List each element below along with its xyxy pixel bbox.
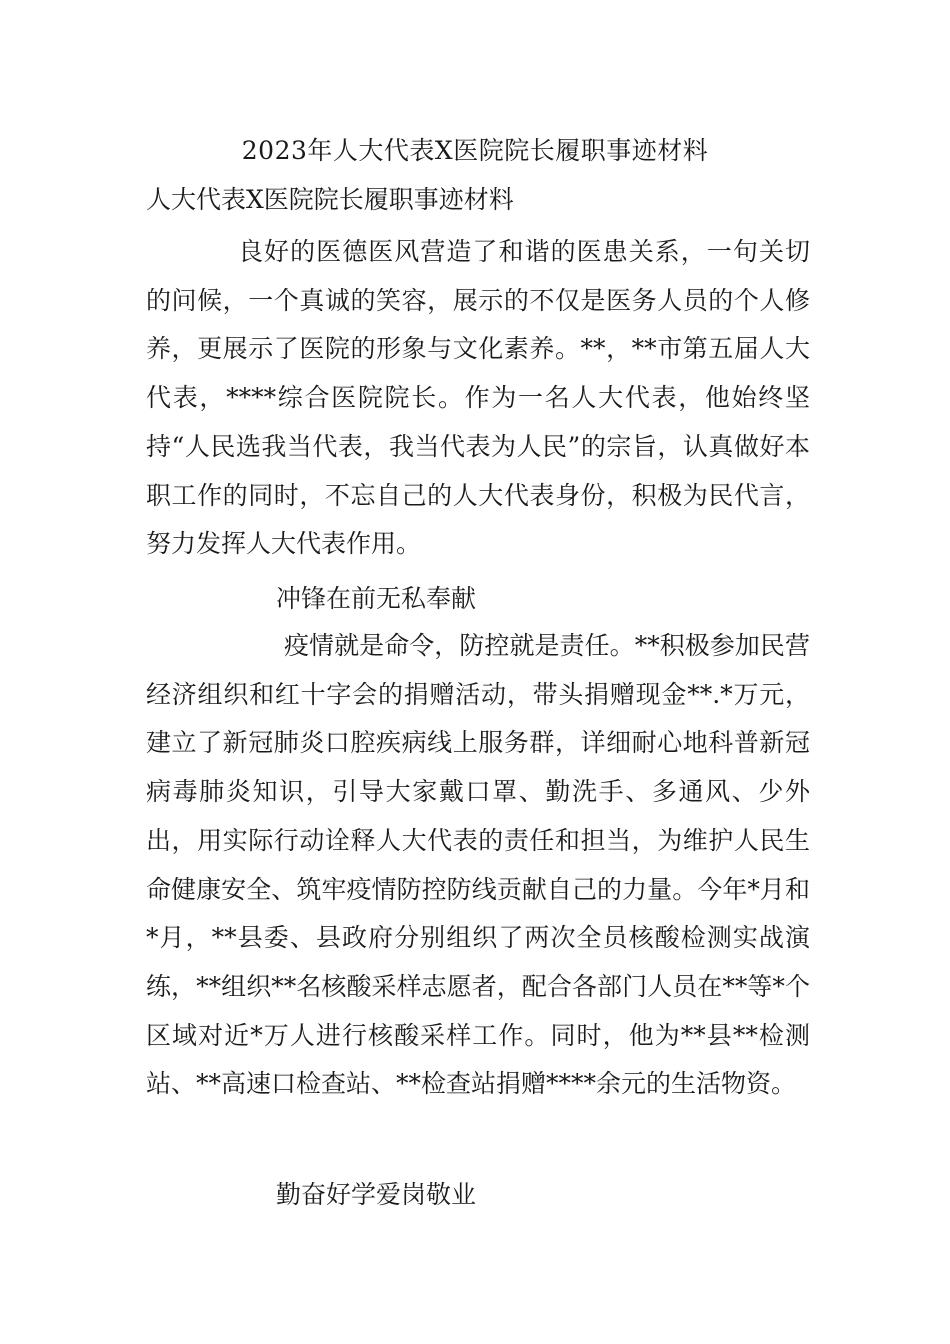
document-subtitle: 人大代表X医院院长履职事迹材料	[146, 185, 514, 214]
section-heading-1: 冲锋在前无私奉献	[276, 584, 477, 613]
section-1-paragraph: 疫情就是命令，防控就是责任。**积极参加民营经济组织和红十字会的捐赠活动，带头捐赠现金**.*万元，建立了新冠肺炎口腔疾病线上服务群，详细耐心地科普新冠病毒肺炎知识，引导大家戴口罩、勤洗手、多通风、少外出，用实际行动诠释人大代表的责任和担当，为维护人民生命健康安全、筑牢疫情防控防线贡献自己的力量。今年*月和*月，**县委、县政府分别组织了两次全员核酸检测实战演练，**组织**名核酸采样志愿者，配合各部门人员在**等*个区域对近*万人进行核酸采样工作。同时，他为**县**检测站、**高速口检查站、**检查站捐赠****余元的生活物资。	[146, 631, 810, 1099]
document-title: 2023年人大代表X医院院长履职事迹材料	[241, 136, 709, 165]
intro-paragraph: 良好的医德医风营造了和谐的医患关系，一句关切的问候，一个真诚的笑容，展示的不仅是医务人员的个人修养，更展示了医院的形象与文化素养。**，**市第五届人大代表，****综合医院院长。作为一名人大代表，他始终坚持“人民选我当代表，我当代表为人民”的宗旨，认真做好本职工作的同时，不忘自己的人大代表身份，积极为民代言，努力发挥人大代表作用。	[146, 237, 810, 559]
section-heading-2: 勤奋好学爱岗敬业	[276, 1180, 477, 1209]
